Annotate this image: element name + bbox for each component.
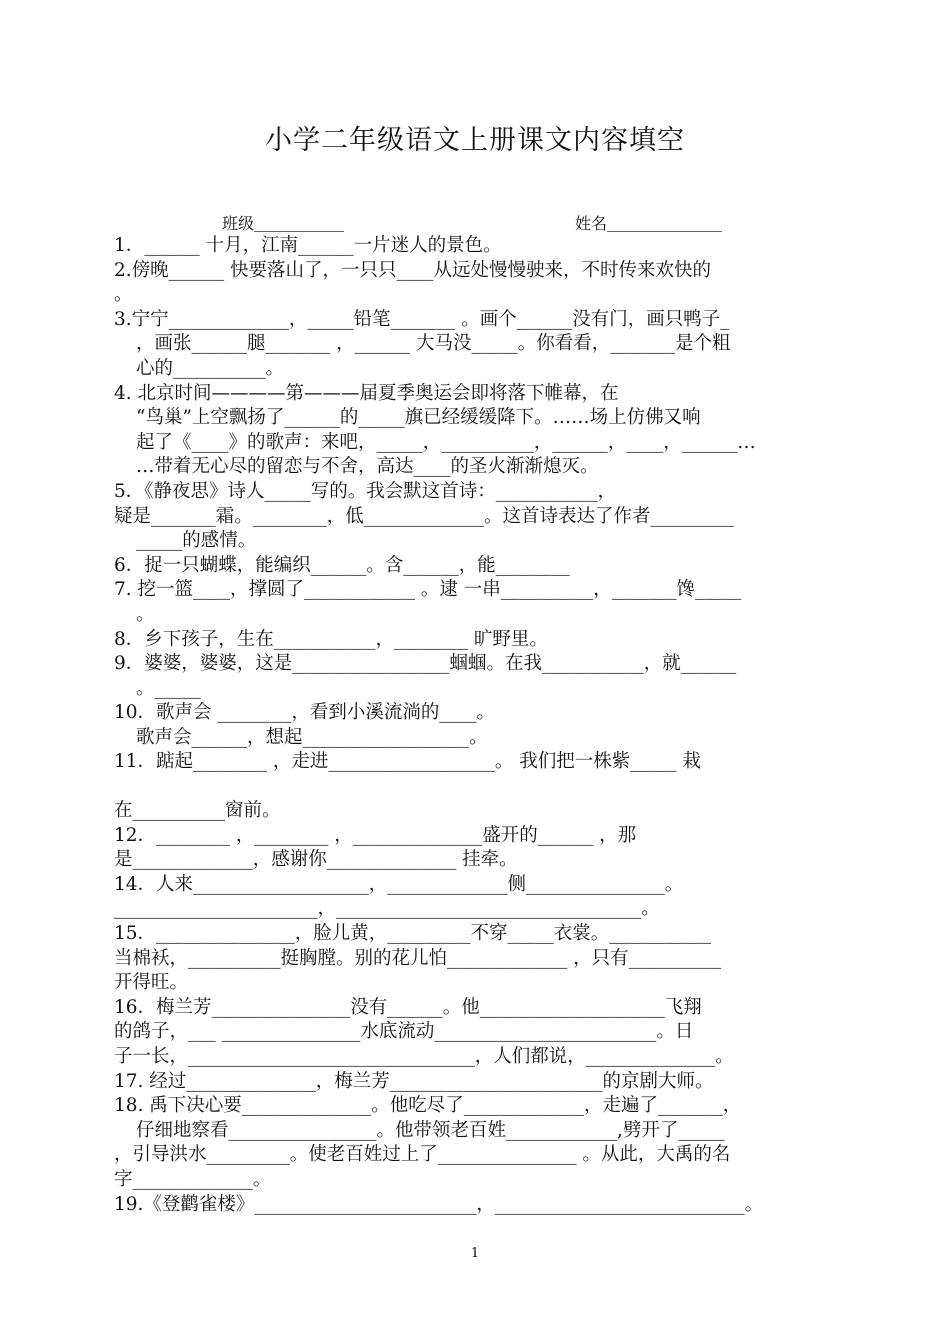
question-line: 心的__________。 [136, 357, 285, 379]
question-line: …带着无心尽的留恋与不舍，高达____的圣火渐渐熄灭。 [136, 456, 599, 478]
question-line: 8．乡下孩子，生在___________，________ 旷野里。 [114, 628, 548, 650]
class-blank[interactable] [254, 215, 344, 232]
question-line: 1．______ 十月，江南______一片迷人的景色。 [114, 235, 502, 256]
question-line: 当棉袄，__________挺胸膛。别的花儿怕_____________ ，只有__________ [114, 947, 722, 969]
question-line: 歌声会______，想起__________________。 [136, 726, 488, 748]
question-line: 7. 挖一篮____，撑圆了____________ 。逮 一串__________，_______馋_____ [114, 579, 742, 601]
class-field[interactable] [222, 211, 344, 234]
question-line: 9．婆婆，婆婆，这是_________________蝈蝈。在我___________，就______ [114, 653, 737, 675]
question-line: 疑是_______霜。________，低_____________。这首诗表达了作者_________ [114, 505, 734, 527]
question-line: 15．_______________，脸儿黄，_________不穿_____衣裳。___________ [114, 923, 712, 945]
question-line: “鸟巢”上空飘扬了______的_____旗已经缓缓降下。……场上仿佛又响 [136, 407, 701, 429]
name-label: 姓名 [575, 214, 608, 233]
class-label: 班级 [222, 214, 255, 233]
question-line: 的鸽子，___ _______________水底流动________________________。日 [114, 1021, 694, 1043]
question-line: ，画张______腿_______ ，______ 大马没_____。你看看，_______是个粗 [136, 333, 731, 355]
question-line: 6．捉一只蝴蝶，能编织______。含______，能________ [114, 554, 570, 576]
questions-body [114, 234, 840, 1217]
question-line: 17. 经过______________，梅兰芳_______________________的京剧大师。 [114, 1070, 714, 1092]
question-line: 是_____________，感谢你______________ 挂牵。 [114, 849, 518, 871]
question-line: ______________________，_________________________________。 [114, 898, 660, 920]
question-line: 14．人来___________________，_____________侧_______________。 [114, 873, 684, 895]
question-line: 4. 北京时间————第———届夏季奥运会即将落下帷幕，在 [114, 382, 619, 404]
question-line: 字_____________。 [114, 1168, 272, 1190]
question-line: _____的感情。 [136, 530, 257, 552]
question-line: ，引导洪水_________。使老百姓过上了_______________ 。从此，大禹的名 [114, 1144, 731, 1166]
question-line: 仔细地察看________________。他带领老百姓____________,劈开了_____ [136, 1119, 725, 1141]
question-line: 18. 禹下决心要______________。他吃尽了_____________，走遍了_______， [114, 1095, 742, 1117]
question-line: 起了《____》的歌声：来吧，_____，__________，______，____，______… [136, 431, 756, 453]
question-line: 16．梅兰芳_______________没有______。他____________________飞翔 [114, 996, 702, 1018]
name-blank[interactable] [607, 215, 722, 232]
question-line: 5．《静夜思》诗人_____写的。我会默这首诗：___________， [114, 480, 617, 502]
line-spacer [114, 775, 840, 799]
question-line: 10．歌声会 ________，看到小溪流淌的____。 [114, 702, 495, 724]
question-line: 19.《登鹳雀楼》________________________，___________________________。 [114, 1193, 764, 1215]
question-line: 12．________ ，________ ，______________盛开的______ ，那 [114, 824, 637, 846]
question-line: 在__________窗前。 [114, 800, 281, 822]
question-line: 3.宁宁_____________，_____铅笔_______ 。画个______没有门，画只鸭子_ [114, 308, 730, 330]
page-number: 1 [470, 1246, 480, 1261]
question-line: 开得旺。 [114, 972, 189, 994]
question-line: 。 [114, 284, 133, 306]
question-line: 。_____ [136, 677, 201, 699]
question-line: 子一长，_______________________________，人们都说，______________。 [114, 1046, 734, 1067]
question-line: 2.傍晚______ 快要落山了，一只只____从远处慢慢驶来，不时传来欢快的 [114, 259, 712, 281]
question-line: 。 [136, 603, 155, 625]
question-line: 11．踮起________ ，走进__________________。 我们把一株紫_____ 栽 [114, 751, 701, 773]
worksheet-title: 小学二年级语文上册课文内容填空 [265, 125, 685, 156]
name-field[interactable] [575, 211, 722, 234]
